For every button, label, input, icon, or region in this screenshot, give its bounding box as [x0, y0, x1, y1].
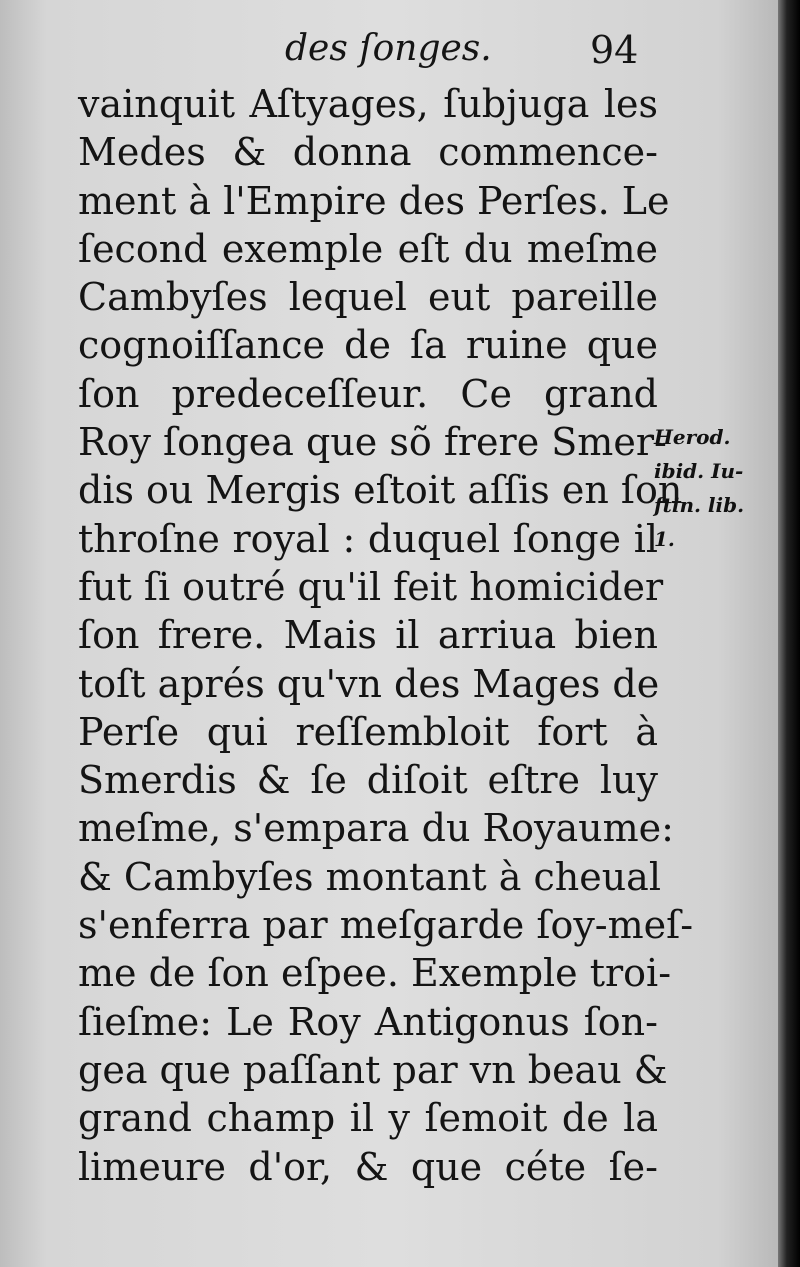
text-line: fut ſi outré qu'il feit homicider	[78, 564, 664, 609]
text-line: s'enferra par meſgarde ſoy-meſ-	[78, 903, 694, 948]
text-line: Cambyſes lequel eut pareille	[78, 275, 658, 320]
page-edge-shadow	[778, 0, 800, 1267]
margin-notes	[654, 420, 774, 556]
text-line: vainquit Aſtyages, ſubjuga les	[78, 82, 658, 126]
margin-note: 1.	[654, 527, 675, 551]
text-line: meſme, s'empara du Royaume:	[78, 806, 674, 851]
text-line: ment à l'Empire des Perſes. Le	[78, 178, 670, 223]
text-line: toſt aprés qu'vn des Mages de	[78, 661, 660, 706]
text-line: ſon predeceſſeur. Ce grand	[78, 371, 658, 416]
margin-note: ibid. Iu-	[654, 459, 744, 483]
page-number: 94	[590, 28, 639, 72]
text-line: Perſe qui reſſembloit fort à	[78, 709, 658, 754]
text-line: gea que paſſant par vn beau &	[78, 1047, 668, 1092]
text-line: Medes & donna commence-	[78, 130, 658, 175]
text-line: throſne royal : duquel ſonge il	[78, 516, 658, 561]
margin-note: ſtin. lib.	[654, 493, 745, 517]
text-line: & Cambyſes montant à cheual	[78, 854, 661, 899]
text-line: ſecond exemple eſt du meſme	[78, 226, 658, 271]
margin-note: Herod.	[654, 425, 731, 449]
text-line: cognoiſſance de ſa ruine que	[78, 323, 658, 368]
page-header	[70, 28, 650, 76]
text-line: ſieſme: Le Roy Antigonus ſon-	[78, 999, 658, 1044]
text-line: limeure d'or, & que céte ſe-	[78, 1144, 658, 1189]
text-line: Roy ſongea que sõ frere Smer-	[78, 420, 667, 465]
running-title: des ſonges.	[285, 28, 492, 69]
text-line: ſon frere. Mais il arriua bien	[78, 613, 658, 658]
text-line: grand champ il y ſemoit de la	[78, 1096, 658, 1141]
text-line: me de ſon eſpee. Exemple troi-	[78, 951, 672, 996]
text-line: Smerdis & ſe diſoit eſtre luy	[78, 758, 658, 803]
text-line: dis ou Mergis eſtoit aſſis en ſon	[78, 468, 683, 513]
